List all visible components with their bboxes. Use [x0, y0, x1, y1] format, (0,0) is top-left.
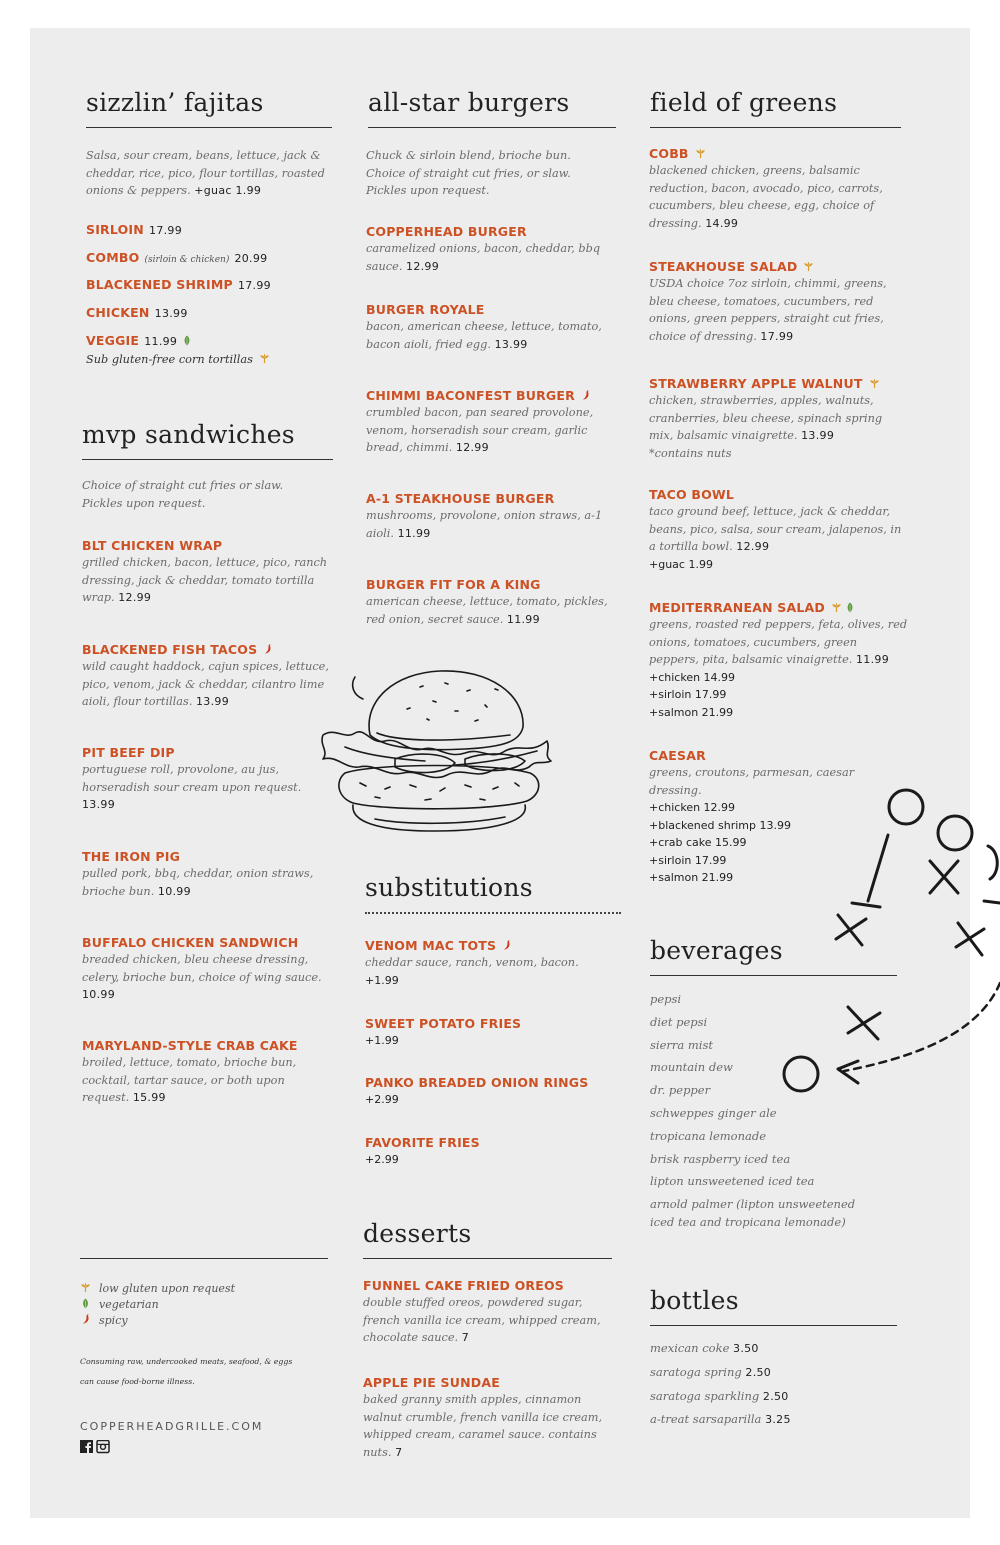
- burgers-heading: all-star burgers: [368, 88, 570, 117]
- menu-item-strawberry-apple-walnut: STRAWBERRY APPLE WALNUT chicken, strawberries, apples, walnuts, cranberries, bleu cheese, spinach spring mix, balsamic vinaigrette. 13.99 *contains nuts: [649, 376, 883, 460]
- menu-item-iron-pig: THE IRON PIG pulled pork, bbq, cheddar, onion straws, brioche bun. 10.99: [82, 849, 314, 898]
- burgers-intro: Chuck & sirloin blend, brioche bun. Choice of straight cut fries, or slaw. Pickles upon request.: [366, 149, 571, 197]
- menu-item-panko-onion-rings: PANKO BREADED ONION RINGS +2.99: [365, 1075, 589, 1106]
- instagram-icon[interactable]: [97, 1441, 109, 1453]
- menu-item-sirloin: SIRLOIN 17.99: [86, 222, 183, 237]
- list-item: schweppes ginger ale: [650, 1105, 777, 1120]
- menu-item-apple-pie-sundae: APPLE PIE SUNDAE baked granny smith apples, cinnamon walnut crumble, french vanilla ice cream, whipped cream, caramel sauce. contains nuts. 7: [363, 1375, 603, 1459]
- menu-item-blackened-shrimp: BLACKENED SHRIMP 17.99: [86, 277, 271, 292]
- beverages-heading: beverages: [650, 936, 783, 965]
- list-item: diet pepsi: [650, 1014, 708, 1029]
- list-item: mexican coke 3.50: [650, 1341, 759, 1355]
- beverages-section: [650, 938, 897, 976]
- leaf-icon: [846, 602, 854, 613]
- legend-divider: [80, 1258, 328, 1259]
- greens-divider: [650, 127, 901, 128]
- list-item: saratoga spring 2.50: [650, 1364, 772, 1379]
- sandwiches-divider: [82, 459, 333, 460]
- pepper-icon: [80, 1314, 91, 1325]
- legend-vegetarian: vegetarian: [80, 1297, 235, 1313]
- pepper-icon: [502, 940, 511, 951]
- burgers-section: [368, 90, 616, 128]
- facebook-icon[interactable]: [80, 1440, 93, 1453]
- bottles-heading: bottles: [650, 1286, 739, 1315]
- greens-section: [650, 90, 901, 128]
- sandwiches-section: [82, 422, 333, 460]
- substitutions-section: [365, 875, 621, 914]
- menu-item-copperhead-burger: COPPERHEAD BURGER caramelized onions, bacon, cheddar, bbq sauce. 12.99: [366, 224, 601, 273]
- menu-item-buffalo-chicken-sandwich: BUFFALO CHICKEN SANDWICH breaded chicken, bleu cheese dressing, celery, brioche bun, choice of wing sauce. 10.99: [82, 935, 322, 1001]
- bottles-divider: [650, 1325, 897, 1326]
- list-item: mountain dew: [650, 1060, 733, 1075]
- list-item: pepsi: [650, 992, 682, 1006]
- bottles-list: [650, 1337, 900, 1432]
- list-item: dr. pepper: [650, 1083, 711, 1098]
- list-item: lipton unsweetened iced tea: [650, 1174, 815, 1189]
- sandwiches-intro: Choice of straight cut fries or slaw. Pickles upon request.: [82, 479, 284, 510]
- menu-item-favorite-fries: FAVORITE FRIES +2.99: [365, 1135, 480, 1166]
- menu-item-burger-royale: BURGER ROYALE bacon, american cheese, lettuce, tomato, bacon aioli, fried egg. 13.99: [366, 302, 602, 351]
- desserts-section: [363, 1221, 612, 1259]
- list-item: iced tea and tropicana lemonade): [650, 1214, 846, 1229]
- website-link[interactable]: COPPERHEADGRILLE.COM: [80, 1420, 264, 1433]
- social-icons: [80, 1439, 110, 1458]
- menu-item-steakhouse-salad: STEAKHOUSE SALAD USDA choice 7oz sirloin, chimmi, greens, bleu cheese, tomatoes, cucumbers, red onions, green peppers, straight cut fries, choice of dressing. 17.99: [649, 259, 887, 343]
- menu-item-cobb: COBB blackened chicken, greens, balsamic reduction, bacon, avocado, pico, carrots, cucumbers, bleu cheese, egg, choice of dressing. 14.99: [649, 146, 883, 230]
- guac-addon: +guac 1.99: [194, 184, 262, 197]
- bottles-section: [650, 1288, 897, 1326]
- substitutions-divider: [365, 912, 621, 914]
- beverages-divider: [650, 975, 897, 976]
- fajitas-footnote: Sub gluten-free corn tortillas: [86, 351, 270, 369]
- wheat-icon: [831, 602, 842, 613]
- leaf-icon: [80, 1298, 91, 1309]
- leaf-icon: [183, 335, 191, 346]
- list-item: a-treat sarsaparilla 3.25: [650, 1412, 791, 1427]
- fajitas-heading: sizzlin’ fajitas: [86, 88, 264, 117]
- legend-spicy: spicy: [80, 1313, 235, 1329]
- menu-item-pit-beef-dip: PIT BEEF DIP portuguese roll, provolone, au jus, horseradish sour cream upon request. 13.99: [82, 745, 302, 811]
- menu-item-sweet-potato-fries: SWEET POTATO FRIES +1.99: [365, 1016, 522, 1047]
- desserts-divider: [363, 1258, 612, 1259]
- menu-item-blackened-fish-tacos: BLACKENED FISH TACOS wild caught haddock, cajun spices, lettuce, pico, venom, jack & cheddar, cilantro lime aioli, flour tortillas. 13.99: [82, 642, 329, 708]
- fajitas-divider: [86, 127, 332, 128]
- menu-item-burger-fit-for-a-king: BURGER FIT FOR A KING american cheese, lettuce, tomato, pickles, red onion, secret sauce. 11.99: [366, 577, 608, 626]
- menu-item-chimmi-baconfest-burger: CHIMMI BACONFEST BURGER crumbled bacon, pan seared provolone, venom, horseradish sour cream, garlic bread, chimmi. 12.99: [366, 388, 594, 454]
- greens-heading: field of greens: [650, 88, 838, 117]
- desserts-heading: desserts: [363, 1219, 472, 1248]
- dietary-legend: [80, 1281, 235, 1329]
- sandwiches-heading: mvp sandwiches: [82, 420, 295, 449]
- menu-item-a1-steakhouse-burger: A-1 STEAKHOUSE BURGER mushrooms, provolone, onion straws, a-1 aioli. 11.99: [366, 491, 603, 540]
- pepper-icon: [263, 644, 272, 655]
- beverages-list: [650, 988, 900, 1231]
- list-item: brisk raspberry iced tea: [650, 1151, 791, 1166]
- fajitas-section: [86, 90, 332, 128]
- list-item: saratoga sparkling 2.50: [650, 1388, 789, 1403]
- wheat-icon: [695, 148, 706, 159]
- burger-illustration: [315, 655, 555, 835]
- menu-item-chicken: CHICKEN 13.99: [86, 305, 188, 320]
- menu-item-combo: COMBO (sirloin & chicken) 20.99: [86, 250, 268, 265]
- wheat-icon: [803, 261, 814, 272]
- list-item: tropicana lemonade: [650, 1128, 767, 1143]
- health-warning: Consuming raw, undercooked meats, seafood, & eggs can cause food-borne illness.: [80, 1357, 293, 1386]
- menu-item-crab-cake: MARYLAND-STYLE CRAB CAKE broiled, lettuce, tomato, brioche bun, cocktail, tartar sauce, or both upon request. 15.99: [82, 1038, 298, 1104]
- list-item: sierra mist: [650, 1037, 713, 1052]
- fajitas-intro: Salsa, sour cream, beans, lettuce, jack & cheddar, rice, pico, flour tortillas, roasted onions & peppers. +guac 1.99: [86, 149, 325, 197]
- menu-item-mediterranean-salad: MEDITERRANEAN SALAD greens, roasted red peppers, feta, olives, red onions, tomatoes, cucumbers, green peppers, pita, balsamic vinaigrette. 11.99 +chicken 14.99 +sirloin 17.99 +salmon 21.99: [649, 600, 908, 719]
- menu-item-veggie: VEGGIE 11.99: [86, 330, 191, 349]
- wheat-icon: [869, 378, 880, 389]
- pepper-icon: [581, 390, 590, 401]
- menu-item-taco-bowl: TACO BOWL taco ground beef, lettuce, jack & cheddar, beans, pico, salsa, sour cream, jalapenos, in a tortilla bowl. 12.99 +guac 1.99: [649, 487, 902, 571]
- menu-item-blt-chicken-wrap: BLT CHICKEN WRAP grilled chicken, bacon, lettuce, pico, ranch dressing, jack & cheddar, tomato tortilla wrap. 12.99: [82, 538, 328, 604]
- menu-item-funnel-cake-fried-oreos: FUNNEL CAKE FRIED OREOS double stuffed oreos, powdered sugar, french vanilla ice cream, whipped cream, chocolate sauce. 7: [363, 1278, 601, 1344]
- wheat-icon: [259, 353, 270, 364]
- list-item: arnold palmer (lipton unsweetened: [650, 1197, 856, 1212]
- burgers-divider: [368, 127, 616, 128]
- menu-item-caesar: CAESAR greens, croutons, parmesan, caesar dressing. +chicken 12.99 +blackened shrimp 13.99 +crab cake 15.99 +sirloin 17.99 +salmon 21.99: [649, 748, 855, 885]
- substitutions-heading: substitutions: [365, 873, 533, 902]
- wheat-icon: [80, 1282, 91, 1293]
- menu-item-venom-mac-tots: VENOM MAC TOTS cheddar sauce, ranch, venom, bacon. +1.99: [365, 938, 579, 987]
- legend-gluten: low gluten upon request: [80, 1281, 235, 1297]
